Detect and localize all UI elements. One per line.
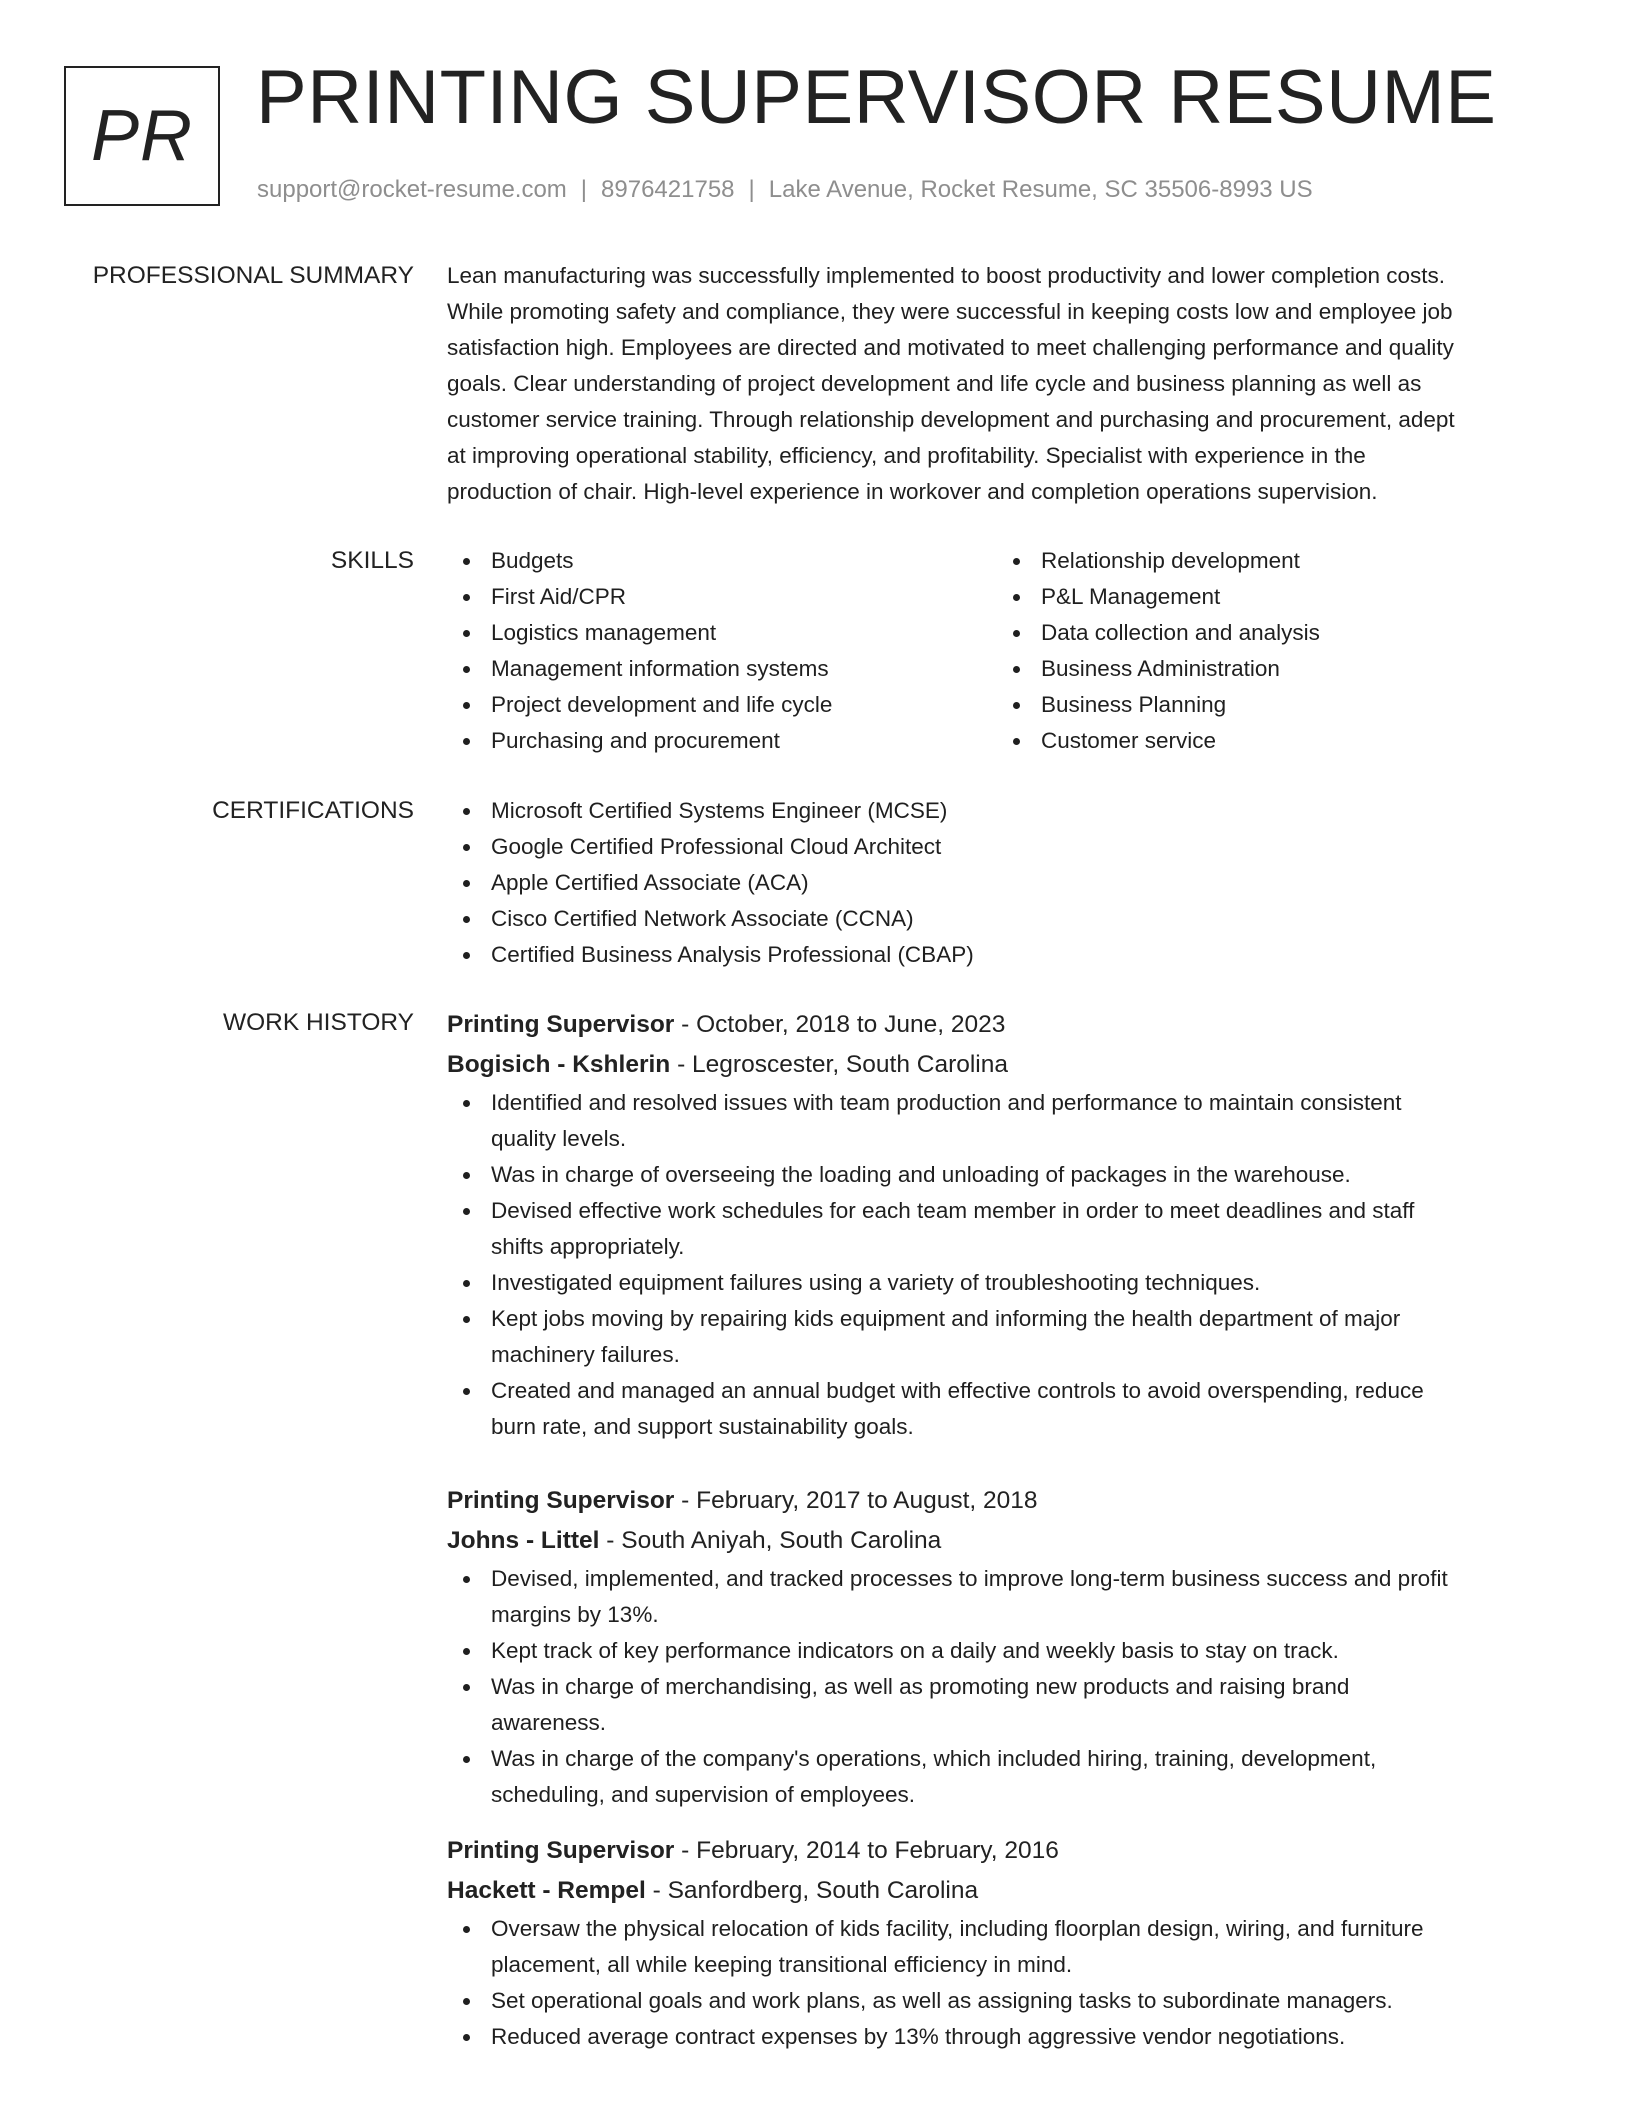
duty-line: Oversaw the physical relocation of kids facility, including floorplan design, wiring, and furniture — [491, 1916, 1424, 1941]
job-dates: - February, 2014 to February, 2016 — [674, 1837, 1059, 1864]
skill-item: Customer service — [997, 723, 1547, 759]
job-role: Printing Supervisor — [447, 1011, 675, 1038]
job-duties-list — [447, 1085, 1577, 1445]
job-location: - Legroscester, South Carolina — [670, 1051, 1009, 1078]
monogram-box — [64, 66, 220, 206]
job-duty — [447, 1193, 1577, 1265]
summary-line: production of chair. High-level experience in workover and completion operations supervision. — [447, 479, 1378, 504]
summary-line: satisfaction high. Employees are directed and motivated to meet challenging performance and quality — [447, 335, 1454, 360]
skill-item: Business Planning — [997, 687, 1547, 723]
job-duty — [447, 1561, 1577, 1633]
job-company: Bogisich - Kshlerin — [447, 1051, 671, 1078]
job-duties-list — [447, 1911, 1577, 2055]
summary-line: While promoting safety and compliance, they were successful in keeping costs low and employee job — [447, 299, 1453, 324]
duty-line: Identified and resolved issues with team production and performance to maintain consistent — [491, 1090, 1402, 1115]
duty-line: margins by 13%. — [491, 1602, 659, 1627]
job-company-line — [447, 1871, 1577, 1911]
certification-item: Microsoft Certified Systems Engineer (MCSE) — [447, 793, 1577, 829]
work-history-body — [447, 1005, 1577, 2055]
duty-line: Reduced average contract expenses by 13% through aggressive vendor negotiations. — [491, 2024, 1346, 2049]
job-company: Hackett - Rempel — [447, 1877, 646, 1904]
job-duty — [447, 1301, 1577, 1373]
skill-item: Purchasing and procurement — [447, 723, 997, 759]
job-dates: - February, 2017 to August, 2018 — [674, 1487, 1038, 1514]
skill-item: Budgets — [447, 543, 997, 579]
job-duty — [447, 1911, 1577, 1983]
job-role: Printing Supervisor — [447, 1487, 675, 1514]
duty-line: Was in charge of merchandising, as well as promoting new products and raising brand — [491, 1674, 1350, 1699]
job-entry — [447, 1005, 1577, 1445]
duty-line: machinery failures. — [491, 1342, 680, 1367]
contact-separator: | — [580, 176, 588, 203]
skill-item: P&L Management — [997, 579, 1547, 615]
duty-line: Kept track of key performance indicators on a daily and weekly basis to stay on track. — [491, 1638, 1339, 1663]
duty-line: burn rate, and support sustainability goals. — [491, 1414, 914, 1439]
skill-item: Data collection and analysis — [997, 615, 1547, 651]
skill-item: First Aid/CPR — [447, 579, 997, 615]
job-duty — [447, 1157, 1577, 1193]
duty-line: Created and managed an annual budget with effective controls to avoid overspending, reduce — [491, 1378, 1424, 1403]
skill-item: Relationship development — [997, 543, 1547, 579]
certification-item: Certified Business Analysis Professional (CBAP) — [447, 937, 1577, 973]
duty-line: quality levels. — [491, 1126, 627, 1151]
job-duty — [447, 1983, 1577, 2019]
skill-item: Logistics management — [447, 615, 997, 651]
job-location: - South Aniyah, South Carolina — [599, 1527, 942, 1554]
job-duty — [447, 1085, 1577, 1157]
duty-line: Set operational goals and work plans, as well as assigning tasks to subordinate managers. — [491, 1988, 1393, 2013]
duty-line: Devised, implemented, and tracked processes to improve long-term business success and profit — [491, 1566, 1448, 1591]
job-duty — [447, 2019, 1577, 2055]
skills-columns — [447, 543, 1577, 759]
contact-email[interactable]: support@rocket-resume.com — [257, 176, 567, 203]
skill-item: Management information systems — [447, 651, 997, 687]
skill-item: Business Administration — [997, 651, 1547, 687]
skills-list-right — [997, 543, 1547, 759]
job-duty — [447, 1669, 1577, 1741]
job-location: - Sanfordberg, South Carolina — [645, 1877, 979, 1904]
summary-line: customer service training. Through relationship development and purchasing and procurement, adept — [447, 407, 1455, 432]
summary-text — [447, 258, 1577, 510]
summary-line: at improving operational stability, efficiency, and profitability. Specialist with experience in the — [447, 443, 1366, 468]
job-title-line — [447, 1005, 1577, 1045]
duty-line: Investigated equipment failures using a variety of troubleshooting techniques. — [491, 1270, 1261, 1295]
skill-item: Project development and life cycle — [447, 687, 997, 723]
job-company: Johns - Littel — [447, 1527, 600, 1554]
duty-line: Was in charge of the company's operations, which included hiring, training, development, — [491, 1746, 1377, 1771]
job-title-line — [447, 1481, 1577, 1521]
duty-line: Was in charge of overseeing the loading and unloading of packages in the warehouse. — [491, 1162, 1351, 1187]
job-duty — [447, 1373, 1577, 1445]
skills-list-left — [447, 543, 997, 759]
job-entry — [447, 1481, 1577, 1813]
monogram-initials: PR — [90, 96, 194, 176]
section-heading-skills: SKILLS — [330, 547, 414, 574]
section-heading-work-history: WORK HISTORY — [222, 1009, 414, 1036]
job-title-line — [447, 1831, 1577, 1871]
job-entry — [447, 1831, 1577, 2055]
duty-line: placement, all while keeping transitional efficiency in mind. — [491, 1952, 1073, 1977]
section-heading-certifications: CERTIFICATIONS — [212, 797, 414, 824]
job-duty — [447, 1741, 1577, 1813]
section-heading-summary: PROFESSIONAL SUMMARY — [92, 262, 414, 289]
contact-line — [257, 176, 1313, 204]
certifications-list — [447, 793, 1577, 973]
job-duty — [447, 1633, 1577, 1669]
job-duty — [447, 1265, 1577, 1301]
certification-item: Apple Certified Associate (ACA) — [447, 865, 1577, 901]
duty-line: Devised effective work schedules for each team member in order to meet deadlines and staff — [491, 1198, 1415, 1223]
duty-line: awareness. — [491, 1710, 607, 1735]
certification-item: Cisco Certified Network Associate (CCNA) — [447, 901, 1577, 937]
duty-line: scheduling, and supervision of employees. — [491, 1782, 916, 1807]
contact-separator: | — [748, 176, 755, 203]
job-role: Printing Supervisor — [447, 1837, 675, 1864]
duty-line: Kept jobs moving by repairing kids equipment and informing the health department of major — [491, 1306, 1401, 1331]
contact-address: Lake Avenue, Rocket Resume, SC 35506-8993 US — [768, 176, 1313, 203]
job-company-line — [447, 1045, 1577, 1085]
job-duties-list — [447, 1561, 1577, 1813]
summary-line: Lean manufacturing was successfully implemented to boost productivity and lower completion costs. — [447, 263, 1445, 288]
job-dates: - October, 2018 to June, 2023 — [674, 1011, 1006, 1038]
certification-item: Google Certified Professional Cloud Architect — [447, 829, 1577, 865]
certifications-body — [447, 793, 1577, 973]
contact-phone[interactable]: 8976421758 — [601, 176, 735, 203]
resume-title: PRINTING SUPERVISOR RESUME — [256, 55, 1497, 140]
job-company-line — [447, 1521, 1577, 1561]
summary-line: goals. Clear understanding of project development and life cycle and business planning as well as — [447, 371, 1422, 396]
duty-line: shifts appropriately. — [491, 1234, 685, 1259]
